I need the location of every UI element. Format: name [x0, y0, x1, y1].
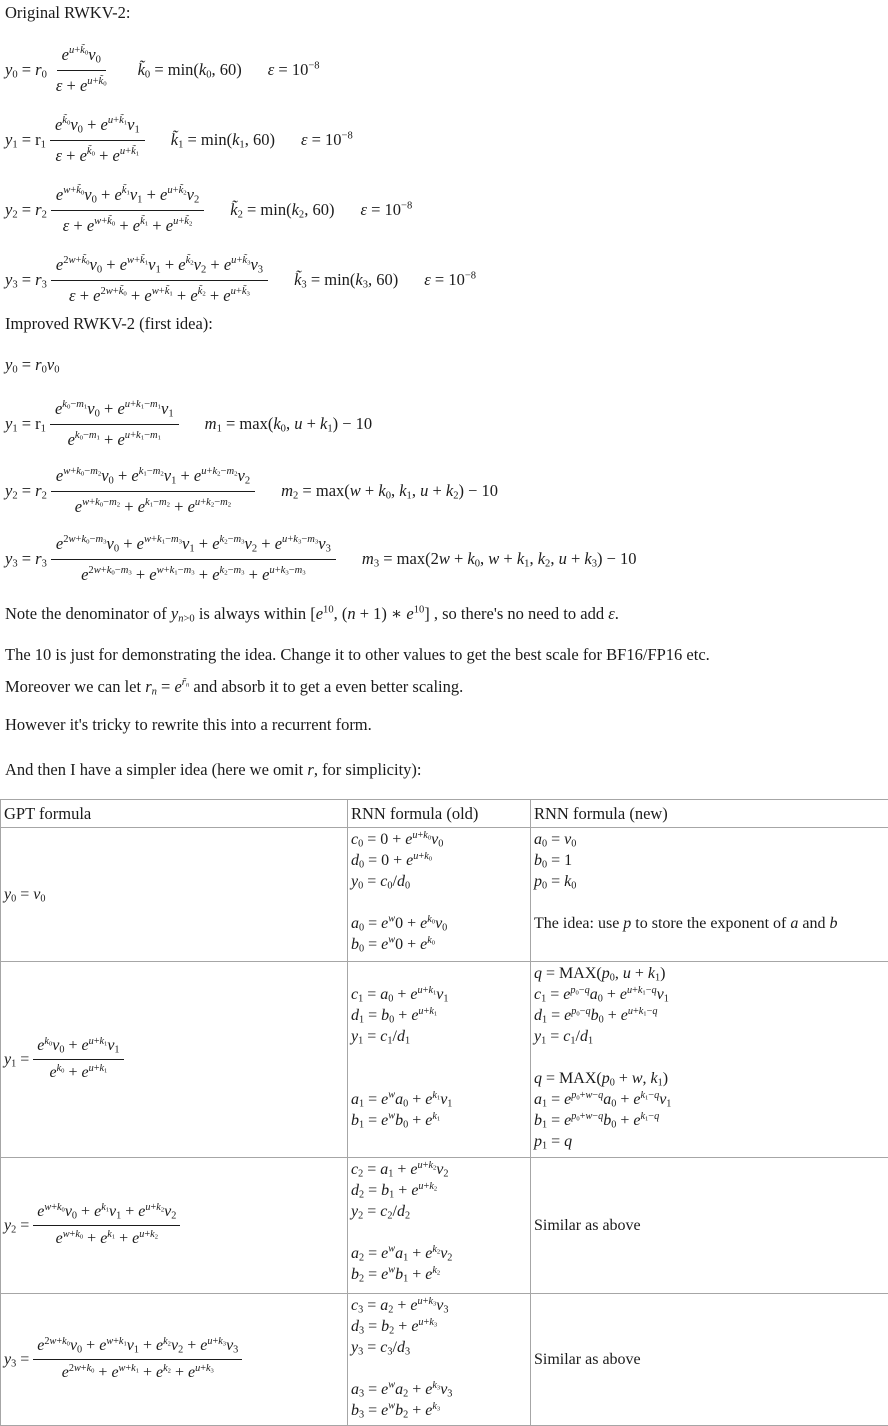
eq-lhs: $y_1 = r_1$ [5, 414, 46, 434]
note-recurrent-form: However it's tricky to rewrite this into a recurrent form. [5, 715, 888, 734]
eq-condition: $k̃_1 = \min(k_1$, 60) [171, 130, 275, 150]
fraction [51, 530, 336, 588]
equation-improved-y1 [5, 391, 888, 456]
formula-lines: $c_3 = a_2 + e^{u+k_3}v_3$ $d_3 = b_2 + e^{u+k_3}$ $y_3 = c_3/d_3$ $a_3 = e^wa_2 + e^{k_3}v_3$ $b_3 = e^wb_2 + e^{k_3}$ [351, 1295, 527, 1421]
cell-rnn-old-y0 [348, 828, 531, 962]
section-heading-original: Original RWKV-2: [5, 3, 888, 22]
formula-lines: Similar as above [534, 1215, 885, 1236]
cell-gpt-y3 [1, 1294, 348, 1426]
cell-rnn-old-y2 [348, 1158, 531, 1294]
fraction [33, 1333, 242, 1386]
eq-lhs: $y_1 = r_1$ [5, 130, 46, 150]
fraction [51, 462, 255, 520]
eq-condition: $k̃_3 = \min(k_3$, 60) [294, 270, 398, 290]
fraction-denominator: $e^{k_0} + e^{u+k_1}$ [46, 1060, 112, 1086]
cell-gpt-y0 [1, 828, 348, 962]
fraction [51, 251, 268, 309]
col-header-rnn-formula-old: RNN formula (old) [348, 800, 531, 828]
fraction-numerator: $e^{k_0}v_0 + e^{u+k_1}v_1$ [33, 1033, 123, 1060]
cell-rnn-new-y2 [531, 1158, 888, 1294]
note-simpler-idea: And then I have a simpler idea (here we omit r, for simplicity): [5, 760, 888, 779]
eq-epsilon: $\varepsilon = 10^{-8}$ [424, 270, 476, 290]
formula-table [0, 799, 888, 1426]
note-denominator: Note the denominator of $y_{n>0}$ is always within [$e^{10}$, (n + 1) ∗ $e^{10}$] , so there's no need to add ε. [5, 604, 888, 623]
cell-rnn-new-y3 [531, 1294, 888, 1426]
eq-epsilon: $\varepsilon = 10^{-8}$ [360, 200, 412, 220]
eq-lhs: $y_2$ = [4, 1217, 29, 1235]
section-heading-improved: Improved RWKV-2 (first idea): [5, 314, 888, 333]
cell-gpt-y2 [1, 1158, 348, 1294]
eq-lhs: $y_3 = r_3$ [5, 549, 47, 569]
equation-improved-y0 [5, 355, 888, 375]
eq-condition: $k̃_2 = \min(k_2$, 60) [230, 200, 334, 220]
equation-gpt-y1 [4, 1033, 344, 1086]
fraction-denominator: $e^{2w+k_0} + e^{w+k_1} + e^{k_2} + e^{u+k_3}$ [58, 1360, 218, 1386]
fraction-numerator: $e^{2w+k_0-m_3}v_0 + e^{w+k_1-m_3}v_1 + e^{k_2-m_3}v_2 + e^{u+k_3-m_3}v_3$ [51, 530, 336, 560]
table-row-y3 [1, 1294, 888, 1426]
cell-rnn-new-y1 [531, 962, 888, 1158]
table-row-y0 [1, 828, 888, 962]
formula-lines: $q = MAX(p_0$, $u + k_1$) $c_1 = e^{p_0-q}a_0 + e^{u+k_1-q}v_1$ $d_1 = e^{p_0-q}b_0 + e^{u+k_1-q}$ $y_1 = c_1/d_1$ $q = MAX(p_0 + w$, $k_1$) $a_1 = e^{p_0+w-q}a_0 + e^{k_1-q}v_1$ $b_1 = e^{p_0+w-q}b_0 + e^{k_1-q}$ $p_1 = q$ [534, 963, 885, 1152]
eq-lhs: $y_2 = r_2$ [5, 481, 47, 501]
col-header-gpt-formula: GPT formula [1, 800, 348, 828]
fraction [51, 41, 112, 99]
equation-original-y0 [5, 36, 888, 104]
equation-original-y1 [5, 106, 888, 174]
fraction-numerator: $e^{2w+k̃_0}v_0 + e^{w+k̃_1}v_1 + e^{k̃_2}v_2 + e^{u+k̃_3}v_3$ [51, 251, 268, 281]
fraction-denominator: $\varepsilon + e^{k̃_0} + e^{u+k̃_1}$ [51, 141, 145, 169]
fraction [51, 181, 204, 239]
eq-epsilon: $\varepsilon = 10^{-8}$ [301, 130, 353, 150]
eq-epsilon: $\varepsilon = 10^{-8}$ [268, 60, 320, 80]
fraction-denominator: $e^{w+k_0-m_2} + e^{k_1-m_2} + e^{u+k_2-m_2}$ [70, 492, 236, 520]
fraction-denominator: $\varepsilon + e^{2w+k̃_0} + e^{w+k̃_1} + e^{k̃_2} + e^{u+k̃_3}$ [64, 281, 255, 309]
equation-improved-y2 [5, 458, 888, 523]
fraction-numerator: $e^{u+k̃_0}v_0$ [57, 41, 106, 71]
fraction-numerator: $e^{w+k_0}v_0 + e^{k_1}v_1 + e^{u+k_2}v_2$ [33, 1199, 180, 1226]
fraction-numerator: $e^{2w+k_0}v_0 + e^{w+k_1}v_1 + e^{k_2}v_2 + e^{u+k_3}v_3$ [33, 1333, 242, 1360]
formula-lines: Similar as above [534, 1349, 885, 1370]
eq-lhs: $y_3$ = [4, 1351, 29, 1369]
note-absorb-r: Moreover we can let $r_n = e^{r̃_n}$ and absorb it to get a even better scaling. [5, 677, 888, 696]
equation-gpt-y3 [4, 1333, 344, 1386]
eq-condition: $k̃_0 = \min(k_0$, 60) [138, 60, 242, 80]
col-header-rnn-formula-new: RNN formula (new) [531, 800, 888, 828]
note-scale-10: The 10 is just for demonstrating the idea. Change it to other values to get the best scale for BF16/FP16 etc. [5, 645, 888, 664]
eq-lhs: $y_0 = r_0$ [5, 60, 47, 80]
equation-gpt-y2 [4, 1199, 344, 1252]
fraction-numerator: $e^{k_0-m_1}v_0 + e^{u+k_1-m_1}v_1$ [50, 395, 179, 425]
equation-original-y3 [5, 246, 888, 314]
formula-lines: $a_0 = v_0$ $b_0 = 1$ $p_0 = k_0$ The idea: use p to store the exponent of a and b [534, 829, 885, 934]
formula-lines: $c_2 = a_1 + e^{u+k_2}v_2$ $d_2 = b_1 + e^{u+k_2}$ $y_2 = c_2/d_2$ $a_2 = e^wa_1 + e^{k_2}v_2$ $b_2 = e^wb_1 + e^{k_2}$ [351, 1159, 527, 1285]
fraction-denominator: $e^{2w+k_0-m_3} + e^{w+k_1-m_3} + e^{k_2-m_3} + e^{u+k_3-m_3}$ [76, 560, 311, 588]
cell-rnn-old-y3 [348, 1294, 531, 1426]
fraction-denominator: $e^{w+k_0} + e^{k_1} + e^{u+k_2}$ [52, 1226, 162, 1252]
eq-condition: $m_3 = \max(2w + k_0$, $w + k_1$, $k_2$, $u + k_3) - 10$ [362, 549, 637, 569]
fraction [50, 395, 179, 453]
equation-original-y2 [5, 176, 888, 244]
formula-lines: $c_1 = a_0 + e^{u+k_1}v_1$ $d_1 = b_0 + e^{u+k_1}$ $y_1 = c_1/d_1$ $a_1 = e^wa_0 + e^{k_1}v_1$ $b_1 = e^wb_0 + e^{k_1}$ [351, 963, 527, 1131]
eq-body: $y_0 = v_0$ [4, 886, 344, 904]
eq-condition: $m_1 = \max(k_0$, $u + k_1) - 10$ [205, 414, 373, 434]
equation-improved-y3 [5, 526, 888, 591]
fraction [50, 111, 145, 169]
eq-lhs: $y_1$ = [4, 1051, 29, 1069]
fraction [33, 1199, 180, 1252]
fraction [33, 1033, 123, 1086]
eq-condition: $m_2 = \max(w + k_0$, $k_1$, $u + k_2) - 10$ [281, 481, 498, 501]
cell-gpt-y1 [1, 962, 348, 1158]
table-row-y1 [1, 962, 888, 1158]
cell-rnn-new-y0 [531, 828, 888, 962]
eq-body: $y_0 = r_0v_0$ [5, 355, 59, 375]
fraction-numerator: $e^{k̃_0}v_0 + e^{u+k̃_1}v_1$ [50, 111, 145, 141]
fraction-numerator: $e^{w+k̃_0}v_0 + e^{k̃_1}v_1 + e^{u+k̃_2}v_2$ [51, 181, 204, 211]
fraction-denominator: $\varepsilon + e^{w+k̃_0} + e^{k̃_1} + e^{u+k̃_2}$ [58, 211, 198, 239]
table-row-y2 [1, 1158, 888, 1294]
fraction-denominator: $\varepsilon + e^{u+k̃_0}$ [51, 71, 112, 99]
eq-lhs: $y_2 = r_2$ [5, 200, 47, 220]
cell-rnn-old-y1 [348, 962, 531, 1158]
eq-lhs: $y_3 = r_3$ [5, 270, 47, 290]
table-header-row [1, 800, 888, 828]
formula-lines: $c_0 = 0 + e^{u+k_0}v_0$ $d_0 = 0 + e^{u+k_0}$ $y_0 = c_0/d_0$ $a_0 = e^w0 + e^{k_0}v_0$ $b_0 = e^w0 + e^{k_0}$ [351, 829, 527, 955]
fraction-numerator: $e^{w+k_0-m_2}v_0 + e^{k_1-m_2}v_1 + e^{u+k_2-m_2}v_2$ [51, 462, 255, 492]
fraction-denominator: $e^{k_0-m_1} + e^{u+k_1-m_1}$ [63, 425, 166, 453]
